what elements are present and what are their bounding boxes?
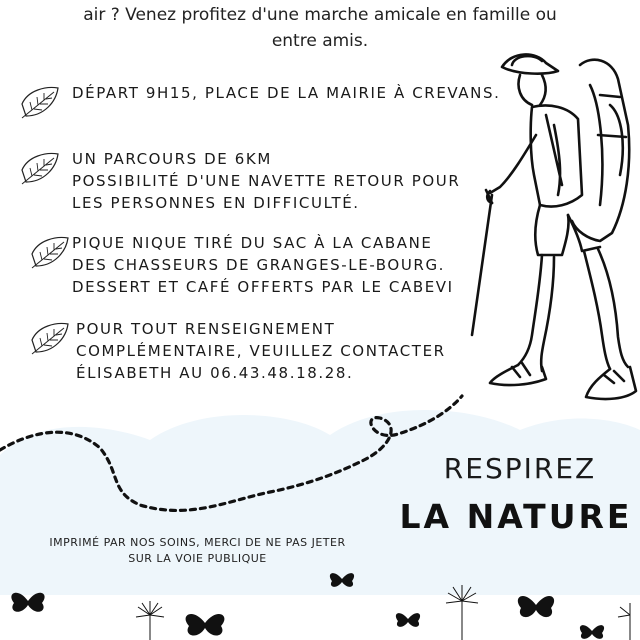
leaf-icon: [18, 148, 62, 188]
butterfly-icon: [396, 613, 420, 627]
bullet-line: LES PERSONNES EN DIFFICULTÉ.: [72, 194, 360, 212]
butterfly-icon: [186, 614, 225, 636]
dandelion-icon: [136, 601, 164, 640]
butterfly-icon: [518, 596, 554, 617]
leaf-icon: [28, 318, 72, 358]
bullet-line: UN PARCOURS DE 6KM: [72, 150, 272, 168]
dandelion-icon: [618, 603, 630, 640]
bullet-line: POSSIBILITÉ D'UNE NAVETTE RETOUR POUR: [72, 172, 461, 190]
bullet-line: POUR TOUT RENSEIGNEMENT: [76, 320, 336, 338]
leaf-icon: [28, 232, 72, 272]
butterfly-icon: [330, 573, 354, 587]
footer-note: [20, 535, 375, 567]
bullet-line: PIQUE NIQUE TIRÉ DU SAC À LA CABANE: [72, 234, 433, 252]
bullet-line: DÉPART 9H15, PLACE DE LA MAIRIE À CREVANS.: [72, 84, 501, 102]
nature-silhouettes: [0, 565, 640, 640]
intro-line-1: air ? Venez profitez d'une marche amicale en famille ou: [83, 5, 557, 25]
bullet-text: [72, 232, 454, 298]
footer-line-2: SUR LA VOIE PUBLIQUE: [128, 552, 267, 565]
bullet-text: [72, 82, 500, 104]
dandelion-icon: [446, 585, 478, 640]
bullet-line: DES CHASSEURS DE GRANGES-LE-BOURG.: [72, 256, 446, 274]
dotted-path: [0, 360, 480, 520]
footer-line-1: IMPRIMÉ PAR NOS SOINS, MERCI DE NE PAS JETER: [49, 536, 346, 549]
bullet-line: COMPLÉMENTAIRE, VEUILLEZ CONTACTER: [76, 342, 446, 360]
slogan-respirez: RESPIREZ: [443, 452, 597, 485]
bullet-line: DESSERT ET CAFÉ OFFERTS PAR LE CABEVI: [72, 278, 454, 296]
hiker-drawing: [450, 45, 640, 410]
slogan-la-nature: LA NATURE: [399, 497, 633, 536]
leaf-icon: [18, 82, 62, 122]
intro-line-2: entre amis.: [271, 31, 369, 51]
bullet-line: ÉLISABETH AU 06.43.48.18.28.: [76, 364, 354, 382]
bullet-text: [72, 148, 460, 214]
butterfly-icon: [11, 593, 44, 612]
butterfly-icon: [580, 625, 604, 639]
